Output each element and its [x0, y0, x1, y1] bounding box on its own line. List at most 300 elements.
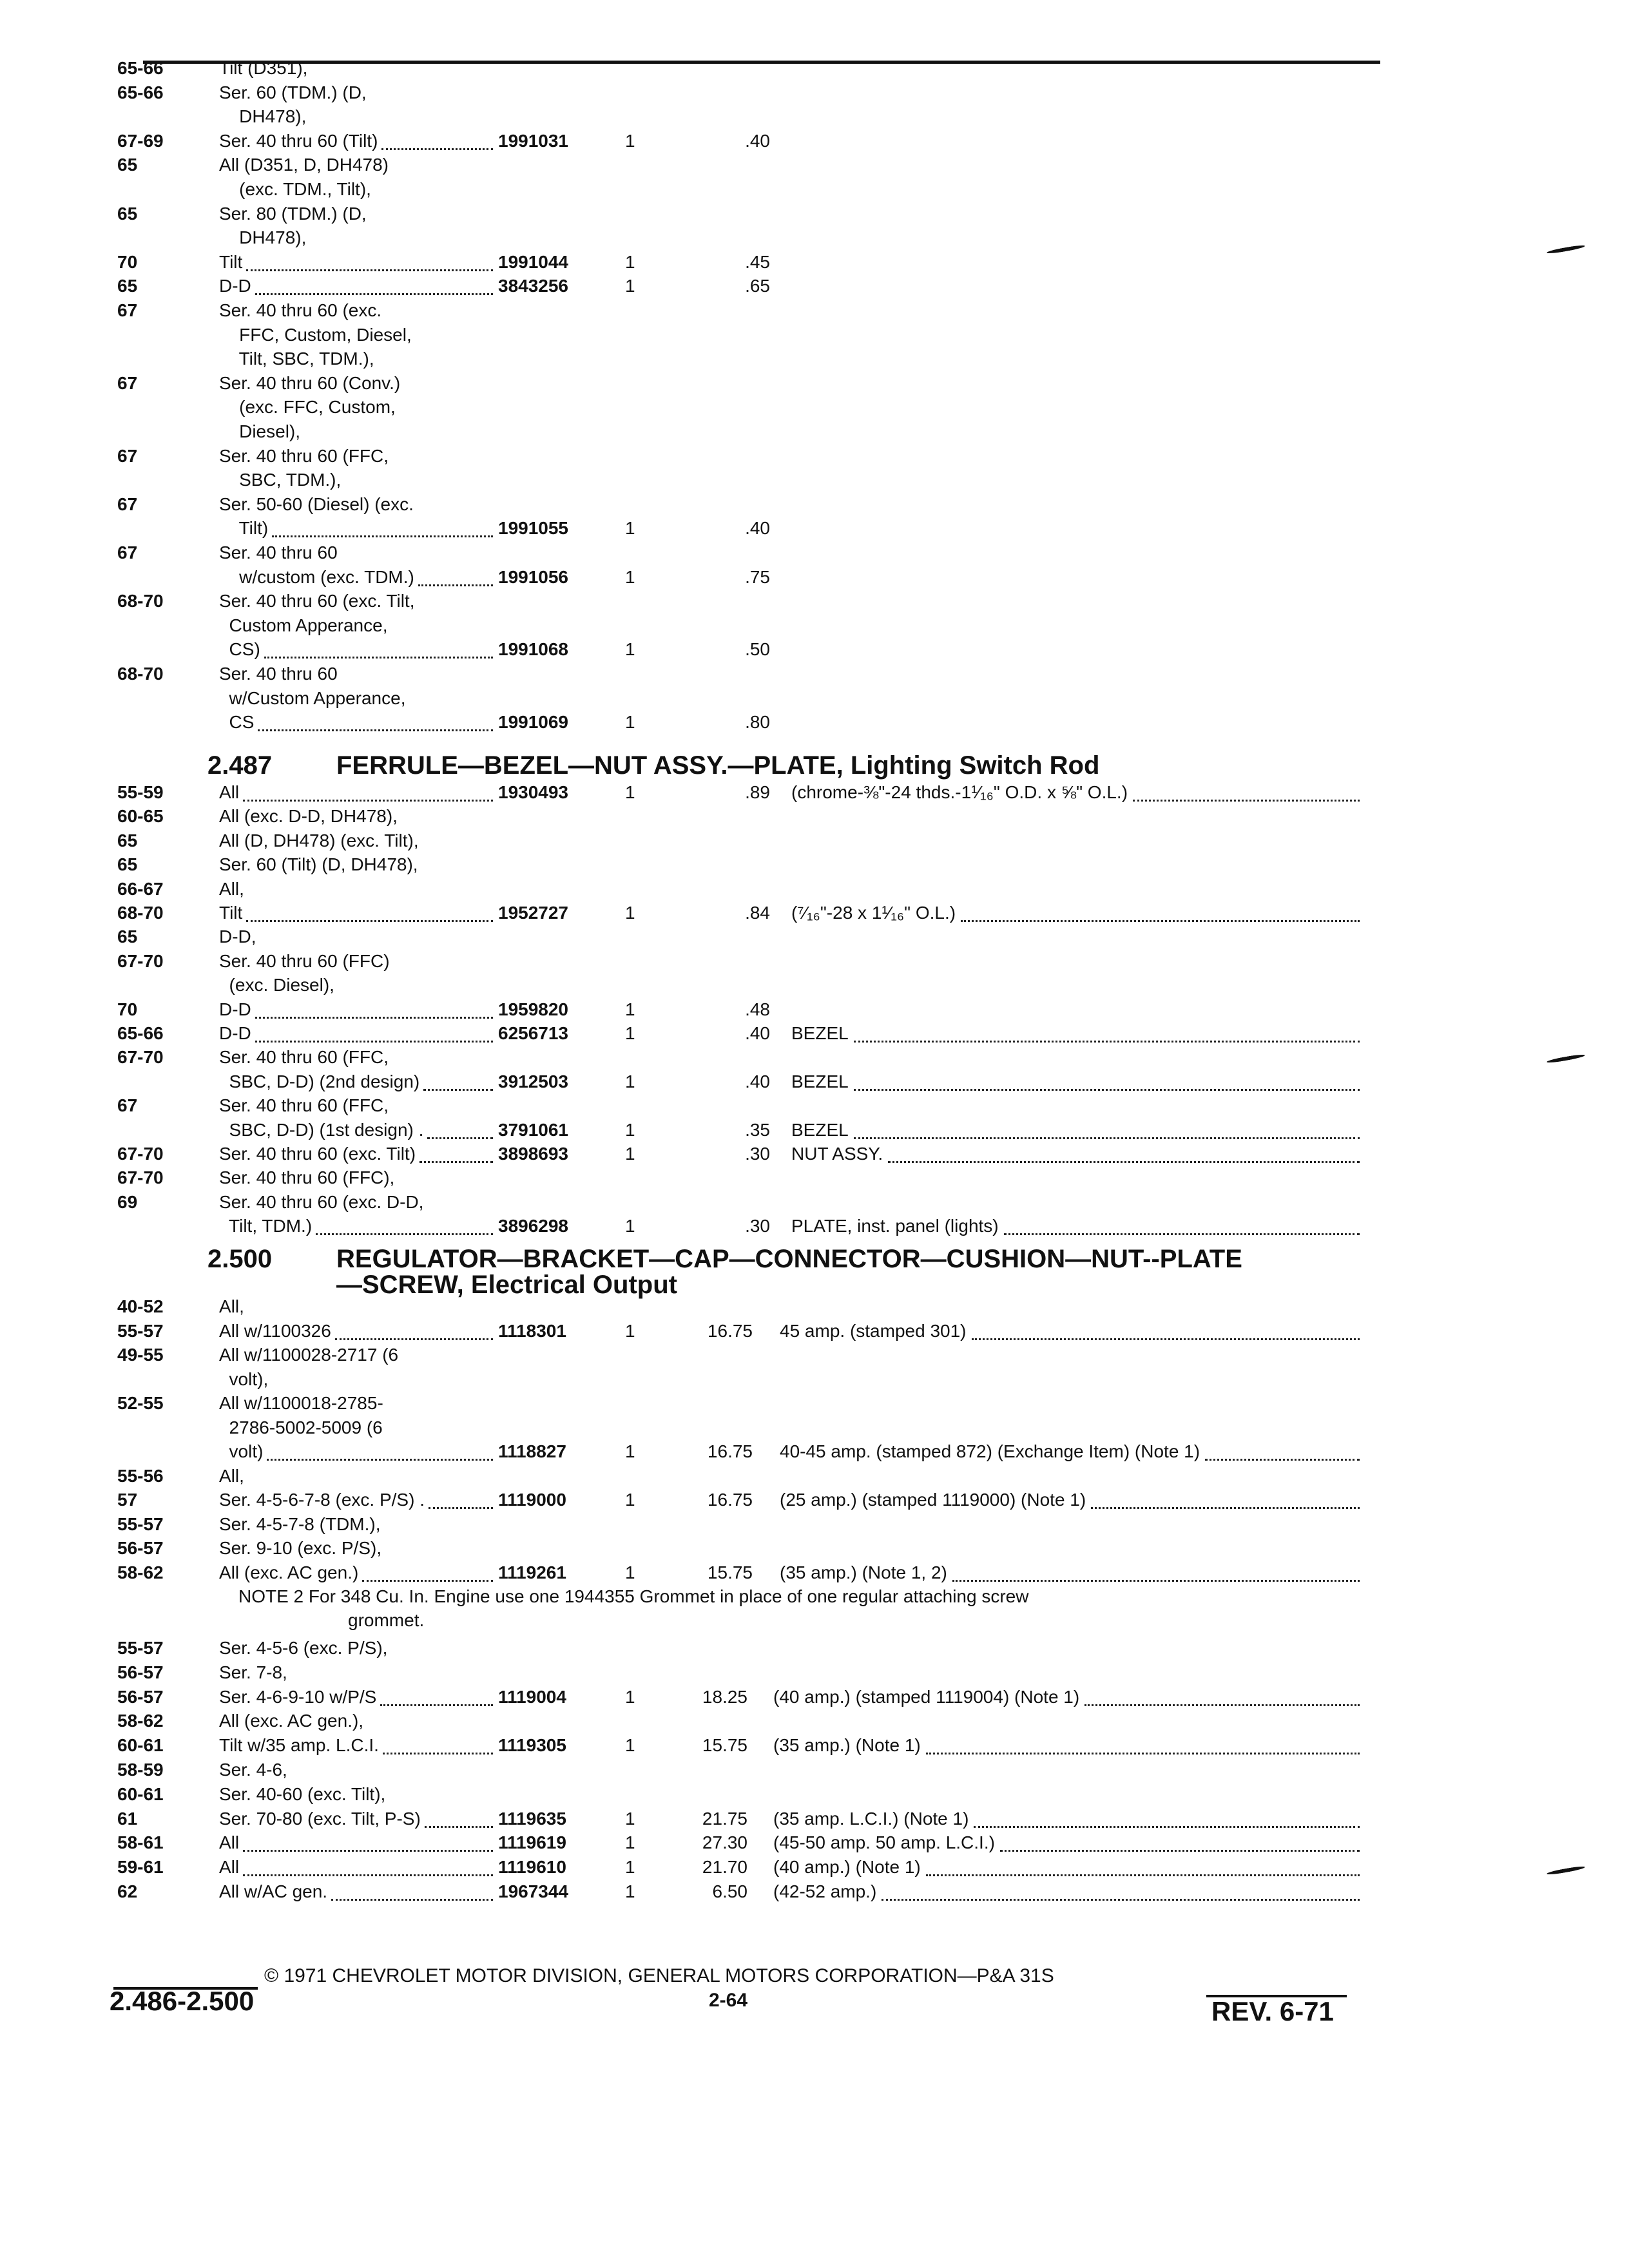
catalog-row — [0, 1416, 1629, 1442]
catalog-row — [0, 1215, 1629, 1240]
list-price: .45 — [745, 251, 770, 272]
application-description: (exc. FFC, Custom, — [219, 397, 396, 418]
model-years: 55-57 — [117, 1514, 164, 1534]
part-number: 1930493 — [498, 782, 569, 802]
part-number: 1952727 — [498, 903, 569, 923]
quantity: 1 — [625, 251, 635, 272]
section-header-2500 — [0, 1244, 1629, 1299]
footer-copyright: © 1971 CHEVROLET MOTOR DIVISION, GENERAL MOTORS CORPORATION—P&A 31S — [264, 1965, 1054, 1986]
part-description: NUT ASSY. — [791, 1144, 883, 1164]
catalog-row — [0, 1783, 1629, 1809]
dot-leader — [243, 800, 493, 802]
part-number: 1967344 — [498, 1881, 569, 1901]
application-description: All — [219, 1857, 240, 1878]
application-description: (exc. TDM., Tilt), — [219, 179, 371, 199]
model-years: 60-65 — [117, 806, 164, 827]
list-price: 21.70 — [702, 1857, 747, 1878]
dot-leader — [952, 1580, 1360, 1582]
quantity: 1 — [625, 1071, 635, 1091]
catalog-row — [0, 57, 1629, 82]
quantity: 1 — [625, 1686, 635, 1707]
application-description: Ser. 40 thru 60 (Conv.) — [219, 372, 401, 393]
catalog-row — [0, 998, 1629, 1024]
catalog-row — [0, 1880, 1629, 1906]
dot-leader — [926, 1874, 1360, 1876]
model-years: 67-69 — [117, 130, 164, 151]
part-description: BEZEL — [791, 1071, 849, 1091]
application-description: Ser. 60 (Tilt) (D, DH478), — [219, 854, 418, 875]
application-description: DH478), — [219, 106, 307, 127]
dot-leader — [1205, 1459, 1360, 1461]
part-description: (45-50 amp. 50 amp. L.C.I.) — [773, 1832, 995, 1853]
quantity: 1 — [625, 1144, 635, 1164]
dot-leader — [243, 1850, 493, 1852]
quantity: 1 — [625, 639, 635, 660]
dot-leader — [267, 1459, 493, 1461]
catalog-row — [0, 1758, 1629, 1784]
dot-leader — [362, 1580, 493, 1582]
application-description: Tilt (D351), — [219, 58, 308, 78]
dot-leader — [380, 1704, 493, 1706]
part-description: (40 amp.) (Note 1) — [773, 1857, 921, 1878]
application-description: Ser. 40 thru 60 (exc. Tilt, — [219, 591, 415, 611]
catalog-row — [0, 1686, 1629, 1711]
quantity: 1 — [625, 1881, 635, 1901]
application-description: Tilt, TDM.) — [219, 1216, 313, 1236]
catalog-row — [0, 372, 1629, 398]
list-price: .40 — [745, 518, 770, 539]
catalog-row — [0, 1807, 1629, 1833]
application-description: volt), — [219, 1369, 269, 1389]
quantity: 1 — [625, 276, 635, 296]
application-description: Ser. 4-5-6-7-8 (exc. P/S) . — [219, 1490, 425, 1510]
application-description: Ser. 40 thru 60 (FFC, — [219, 445, 389, 466]
section-title: REGULATOR—BRACKET—CAP—CONNECTOR—CUSHION—NUT--PLATE — [336, 1245, 1242, 1273]
part-number: 1991055 — [498, 518, 569, 539]
catalog-row — [0, 1709, 1629, 1735]
catalog-row — [0, 1440, 1629, 1466]
application-description: Ser. 80 (TDM.) (D, — [219, 203, 367, 224]
model-years: 67 — [117, 1095, 138, 1116]
catalog-row — [0, 1661, 1629, 1687]
dot-leader — [926, 1753, 1360, 1754]
catalog-row — [0, 1368, 1629, 1394]
application-description: Ser. 40 thru 60 (Tilt) — [219, 130, 378, 151]
quantity: 1 — [625, 1562, 635, 1582]
part-description: (40 amp.) (stamped 1119004) (Note 1) — [773, 1686, 1080, 1707]
model-years: 67 — [117, 543, 138, 562]
dot-leader — [331, 1899, 493, 1901]
part-description: (⁷⁄₁₆"-28 x 1¹⁄₁₆" O.L.) — [791, 903, 956, 923]
catalog-row — [0, 517, 1629, 543]
model-years: 67 — [117, 445, 138, 466]
dot-leader — [381, 148, 493, 150]
list-price: .75 — [745, 566, 770, 587]
quantity: 1 — [625, 782, 635, 802]
application-description: Ser. 40 thru 60 — [219, 543, 338, 562]
part-description: (35 amp.) (Note 1) — [773, 1735, 921, 1756]
part-number: 1119619 — [498, 1832, 566, 1853]
application-description: Ser. 40 thru 60 (FFC), — [219, 1168, 395, 1188]
quantity: 1 — [625, 1320, 635, 1341]
application-description: All, — [219, 1296, 244, 1316]
model-years: 70 — [117, 999, 138, 1019]
catalog-row — [0, 1465, 1629, 1490]
list-price: .89 — [745, 782, 770, 802]
dot-leader — [427, 1137, 493, 1139]
model-years: 61 — [117, 1808, 138, 1829]
part-description: (chrome-⅜"-24 thds.-1¹⁄₁₆" O.D. x ⅝" O.L.) — [791, 782, 1128, 802]
quantity: 1 — [625, 1216, 635, 1236]
application-description: Ser. 4-5-7-8 (TDM.), — [219, 1514, 381, 1534]
model-years: 68-70 — [117, 664, 164, 684]
application-description: All w/1100018-2785- — [219, 1393, 383, 1413]
application-description: All w/1100326 — [219, 1320, 331, 1341]
part-number: 1991056 — [498, 566, 569, 587]
application-description: All w/AC gen. — [219, 1881, 328, 1901]
application-description: Custom Apperance, — [219, 615, 388, 635]
section-number: 2.500 — [207, 1245, 273, 1273]
model-years: 65 — [117, 854, 138, 875]
application-description: Ser. 40 thru 60 (exc. Tilt) — [219, 1144, 416, 1164]
application-description: All (exc. AC gen.), — [219, 1711, 364, 1731]
part-number: 3843256 — [498, 276, 569, 296]
catalog-row — [0, 274, 1629, 300]
dot-leader — [246, 269, 493, 271]
dot-leader — [888, 1161, 1360, 1163]
part-description: (25 amp.) (stamped 1119000) (Note 1) — [780, 1490, 1086, 1510]
application-description: SBC, TDM.), — [219, 470, 342, 490]
dot-leader — [961, 920, 1360, 922]
dot-leader — [429, 1507, 493, 1509]
catalog-row — [0, 878, 1629, 903]
list-price: 16.75 — [707, 1441, 753, 1461]
application-description: All (exc. D-D, DH478), — [219, 806, 398, 827]
model-years: 56-57 — [117, 1662, 164, 1682]
catalog-row — [0, 81, 1629, 107]
catalog-row — [0, 323, 1629, 349]
catalog-row — [0, 950, 1629, 975]
footer-section-range: 2.486-2.500 — [110, 1986, 255, 2016]
catalog-row — [0, 1392, 1629, 1418]
catalog-row — [0, 1166, 1629, 1192]
list-price: 18.25 — [702, 1686, 747, 1707]
quantity: 1 — [625, 999, 635, 1019]
quantity: 1 — [625, 1735, 635, 1756]
catalog-row — [0, 1046, 1629, 1072]
list-price: .50 — [745, 639, 770, 660]
dot-leader — [423, 1089, 493, 1091]
model-years: 65 — [117, 155, 138, 175]
catalog-row — [0, 1561, 1629, 1587]
catalog-row — [0, 805, 1629, 831]
part-number: 3791061 — [498, 1119, 569, 1140]
dot-leader — [272, 535, 493, 537]
part-description: 45 amp. (stamped 301) — [780, 1320, 967, 1341]
quantity: 1 — [625, 712, 635, 733]
model-years: 49-55 — [117, 1345, 164, 1365]
application-description: All, — [219, 1465, 244, 1486]
part-description: BEZEL — [791, 1023, 849, 1043]
model-years: 60-61 — [117, 1783, 164, 1804]
quantity: 1 — [625, 1441, 635, 1461]
quantity: 1 — [625, 1808, 635, 1829]
part-number: 1119305 — [498, 1735, 566, 1756]
catalog-row — [0, 420, 1629, 446]
list-price: 6.50 — [712, 1881, 747, 1901]
catalog-row — [0, 638, 1629, 664]
model-years: 55-56 — [117, 1465, 164, 1486]
catalog-row — [0, 130, 1629, 155]
list-price: 16.75 — [707, 1490, 753, 1510]
application-description: Tilt — [219, 903, 243, 923]
catalog-row — [0, 566, 1629, 591]
dot-leader — [316, 1233, 493, 1235]
dot-leader — [419, 1161, 493, 1163]
model-years: 52-55 — [117, 1393, 164, 1413]
quantity: 1 — [625, 903, 635, 923]
application-description: Ser. 50-60 (Diesel) (exc. — [219, 494, 414, 514]
part-number: 1118301 — [498, 1320, 566, 1341]
application-description: CS — [219, 712, 255, 733]
application-description: w/Custom Apperance, — [219, 687, 406, 708]
model-years: 67-70 — [117, 1144, 164, 1164]
dot-leader — [255, 1017, 493, 1019]
dot-leader — [854, 1041, 1360, 1043]
list-price: .35 — [745, 1119, 770, 1140]
list-price: .65 — [745, 276, 770, 296]
catalog-row — [0, 662, 1629, 688]
part-description: BEZEL — [791, 1119, 849, 1140]
catalog-row — [0, 105, 1629, 131]
note-2-line-1: NOTE 2 For 348 Cu. In. Engine use one 1944355 Grommet in place of one regular attaching screw — [238, 1586, 1029, 1606]
dot-leader — [1000, 1850, 1360, 1852]
dot-leader — [882, 1899, 1360, 1901]
catalog-row — [0, 226, 1629, 252]
application-description: w/custom (exc. TDM.) — [219, 566, 414, 587]
catalog-row — [0, 202, 1629, 228]
application-description: SBC, D-D) (1st design) . — [219, 1119, 424, 1140]
quantity: 1 — [625, 1857, 635, 1878]
application-description: D-D — [219, 276, 251, 296]
catalog-row — [0, 1537, 1629, 1562]
application-description: Tilt) — [219, 518, 269, 539]
model-years: 67-70 — [117, 1047, 164, 1068]
dot-leader — [258, 729, 493, 731]
part-number: 1119000 — [498, 1490, 566, 1510]
part-number: 3896298 — [498, 1216, 569, 1236]
application-description: FFC, Custom, Diesel, — [219, 324, 412, 345]
application-description: Ser. 9-10 (exc. P/S), — [219, 1538, 382, 1558]
dot-leader — [255, 1041, 493, 1043]
part-number: 1991069 — [498, 712, 569, 733]
model-years: 62 — [117, 1881, 138, 1901]
application-description: Tilt, SBC, TDM.), — [219, 349, 374, 369]
catalog-row — [0, 1637, 1629, 1662]
model-years: 56-57 — [117, 1538, 164, 1558]
quantity: 1 — [625, 1832, 635, 1853]
list-price: .48 — [745, 999, 770, 1019]
application-description: 2786-5002-5009 (6 — [219, 1417, 383, 1437]
catalog-row — [0, 1320, 1629, 1345]
application-description: Tilt w/35 amp. L.C.I. — [219, 1735, 379, 1756]
catalog-row — [0, 1022, 1629, 1048]
model-years: 65 — [117, 927, 138, 947]
catalog-row — [0, 711, 1629, 736]
section-title-line2: —SCREW, Electrical Output — [336, 1271, 677, 1299]
catalog-row — [0, 299, 1629, 325]
catalog-row — [0, 1734, 1629, 1760]
application-description: Ser. 70-80 (exc. Tilt, P-S) — [219, 1808, 421, 1829]
part-description: PLATE, inst. panel (lights) — [791, 1216, 999, 1236]
model-years: 58-62 — [117, 1562, 164, 1582]
application-description: Ser. 40 thru 60 — [219, 664, 338, 684]
model-years: 56-57 — [117, 1686, 164, 1707]
application-description: All (exc. AC gen.) — [219, 1562, 359, 1582]
dot-leader — [972, 1338, 1360, 1340]
model-years: 57 — [117, 1490, 138, 1510]
application-description: Ser. 40-60 (exc. Tilt), — [219, 1783, 386, 1804]
part-description: (35 amp.) (Note 1, 2) — [780, 1562, 947, 1582]
catalog-row — [0, 153, 1629, 179]
model-years: 65 — [117, 276, 138, 296]
application-description: All (D, DH478) (exc. Tilt), — [219, 830, 419, 850]
catalog-row — [0, 1488, 1629, 1514]
model-years: 65-66 — [117, 82, 164, 102]
application-description: All — [219, 782, 240, 802]
list-price: .80 — [745, 712, 770, 733]
application-description: Ser. 4-6-9-10 w/P/S — [219, 1686, 377, 1707]
application-description: volt) — [219, 1441, 264, 1461]
model-years: 65 — [117, 203, 138, 224]
list-price: 16.75 — [707, 1320, 753, 1341]
section-title: FERRULE—BEZEL—NUT ASSY.—PLATE, Lighting Switch Rod — [336, 751, 1100, 780]
model-years: 60-61 — [117, 1735, 164, 1756]
part-number: 1119610 — [498, 1857, 566, 1878]
model-years: 67 — [117, 300, 138, 320]
model-years: 70 — [117, 251, 138, 272]
application-description: All, — [219, 878, 244, 899]
catalog-row — [0, 178, 1629, 204]
list-price: .40 — [745, 1023, 770, 1043]
dot-leader — [383, 1753, 493, 1754]
model-years: 67 — [117, 494, 138, 514]
catalog-row — [0, 590, 1629, 615]
application-description: DH478), — [219, 227, 307, 248]
model-years: 68-70 — [117, 591, 164, 611]
catalog-row — [0, 687, 1629, 713]
application-description: D-D, — [219, 927, 256, 947]
dot-leader — [1004, 1233, 1360, 1235]
catalog-row — [0, 445, 1629, 470]
model-years: 65 — [117, 830, 138, 850]
model-years: 55-59 — [117, 782, 164, 802]
catalog-row — [0, 1343, 1629, 1369]
catalog-row — [0, 925, 1629, 951]
catalog-row — [0, 1070, 1629, 1096]
catalog-row — [0, 468, 1629, 494]
dot-leader — [854, 1089, 1360, 1091]
catalog-row — [0, 974, 1629, 999]
list-price: .40 — [745, 1071, 770, 1091]
catalog-row — [0, 251, 1629, 276]
catalog-row — [0, 541, 1629, 567]
application-description: SBC, D-D) (2nd design) — [219, 1071, 420, 1091]
model-years: 58-61 — [117, 1832, 164, 1853]
application-description: CS) — [219, 639, 260, 660]
list-price: 21.75 — [702, 1808, 747, 1829]
dot-leader — [335, 1338, 493, 1340]
application-description: Ser. 60 (TDM.) (D, — [219, 82, 367, 102]
model-years: 55-57 — [117, 1320, 164, 1341]
application-description: Diesel), — [219, 421, 301, 441]
dot-leader — [1133, 800, 1360, 802]
quantity: 1 — [625, 1119, 635, 1140]
list-price: .40 — [745, 130, 770, 151]
dot-leader — [246, 920, 493, 922]
quantity: 1 — [625, 518, 635, 539]
catalog-row — [0, 1295, 1629, 1321]
application-description: All (D351, D, DH478) — [219, 155, 389, 175]
catalog-row — [0, 614, 1629, 640]
part-number: 3898693 — [498, 1144, 569, 1164]
model-years: 58-59 — [117, 1760, 164, 1780]
model-years: 65-66 — [117, 58, 164, 78]
dot-leader — [974, 1826, 1360, 1828]
dot-leader — [425, 1826, 493, 1828]
catalog-row — [0, 493, 1629, 519]
dot-leader — [255, 293, 493, 295]
catalog-row — [0, 829, 1629, 855]
part-number: 1991068 — [498, 639, 569, 660]
section-number: 2.487 — [207, 751, 273, 780]
model-years: 58-62 — [117, 1711, 164, 1731]
application-description: D-D — [219, 1023, 251, 1043]
list-price: .30 — [745, 1144, 770, 1164]
model-years: 68-70 — [117, 903, 164, 923]
application-description: All w/1100028-2717 (6 — [219, 1345, 399, 1365]
catalog-row — [0, 1513, 1629, 1539]
part-description: (35 amp. L.C.I.) (Note 1) — [773, 1808, 969, 1829]
model-years: 67 — [117, 372, 138, 393]
catalog-row — [0, 347, 1629, 373]
list-price: 15.75 — [702, 1735, 747, 1756]
footer-page-number: 2-64 — [709, 1990, 748, 2011]
application-description: Ser. 4-5-6 (exc. P/S), — [219, 1638, 388, 1658]
part-description: 40-45 amp. (stamped 872) (Exchange Item) (Note 1) — [780, 1441, 1200, 1461]
dot-leader — [243, 1874, 493, 1876]
part-number: 1118827 — [498, 1441, 566, 1461]
model-years: 67-70 — [117, 1168, 164, 1188]
model-years: 55-57 — [117, 1638, 164, 1658]
quantity: 1 — [625, 1490, 635, 1510]
part-description: (42-52 amp.) — [773, 1881, 877, 1901]
model-years: 66-67 — [117, 878, 164, 899]
quantity: 1 — [625, 1023, 635, 1043]
catalog-row — [0, 1142, 1629, 1168]
catalog-row — [0, 396, 1629, 421]
dot-leader — [854, 1137, 1360, 1139]
catalog-row — [0, 1119, 1629, 1144]
catalog-row — [0, 1191, 1629, 1216]
application-description: Tilt — [219, 251, 243, 272]
dot-leader — [1084, 1704, 1360, 1706]
catalog-row — [0, 781, 1629, 807]
note-2-line-2: grommet. — [348, 1610, 425, 1630]
catalog-row — [0, 1831, 1629, 1857]
model-years: 65-66 — [117, 1023, 164, 1043]
footer-revision: REV. 6-71 — [1211, 1996, 1334, 2026]
